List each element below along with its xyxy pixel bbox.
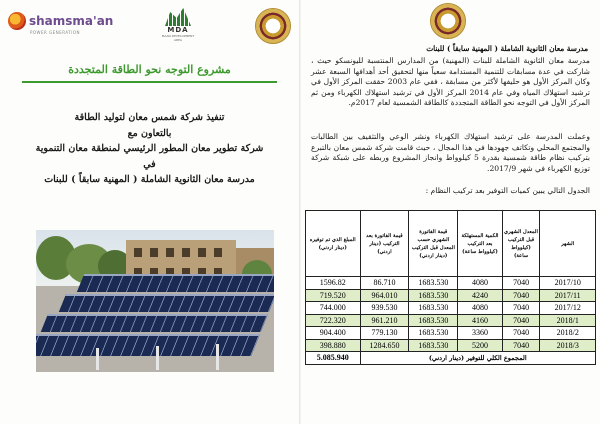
- jordan-emblem-icon: [430, 3, 466, 39]
- cell-bill-after: 939.530: [360, 302, 409, 315]
- header-consumption-after: الكمية المستهلكة بعد التركيب (كيلوواط ساعة): [458, 211, 502, 277]
- project-title: مشروع التوجه نحو الطاقة المتجددة: [68, 63, 231, 76]
- solar-panels-photo: [36, 230, 274, 372]
- cell-avg: 7040: [502, 314, 540, 327]
- header-avg-before: المعدل الشهري قبل التركيب (كيلوواط ساعة): [502, 211, 540, 277]
- jordan-emblem-icon: [255, 8, 291, 44]
- table-row: [306, 339, 596, 352]
- cell-after: 4080: [458, 277, 502, 290]
- cell-saved: 398.880: [306, 339, 361, 352]
- table-header-row: [306, 211, 596, 277]
- mda-logo: [158, 6, 198, 42]
- table-row: [306, 314, 596, 327]
- left-panel: [0, 0, 299, 424]
- cell-bill-after: 964.010: [360, 289, 409, 302]
- intro-line: في: [143, 158, 156, 170]
- intro-block: [10, 110, 289, 188]
- cell-saved: 719.520: [306, 289, 361, 302]
- cell-month: 2017/11: [540, 289, 596, 302]
- cell-month: 2018/2: [540, 327, 596, 340]
- mda-mark-icon: [165, 6, 191, 26]
- cell-avg: 7040: [502, 339, 540, 352]
- cell-bill-after: 1284.650: [360, 339, 409, 352]
- cell-bill-before: 1683.530: [409, 277, 458, 290]
- cell-bill-before: 1683.530: [409, 289, 458, 302]
- shamsmaan-logo: [8, 12, 114, 35]
- paragraph-achievements: مدرسة معان الثانوية الشاملة للبنات (المهنية) من المدارس المنتسبة لليونسكو حيث ، شاركت في عدة مسابقات للتنمية المستدامة سعياً منها لتحقيق أحد أهدافها السبعة عشر وكان المركز الأول هو حليفها لأكثر من مسابقة ، ففي عام 2003 حققت المركز الأول في ترشيد استهلاك المياه وفي عام 2014 المركز الأول في ترشيد استهلاك الكهرباء ومن ثم المركز الأول في التوجه نحو الطاقة المتجددة كالطاقة الشمسية لعام 2017م.: [311, 56, 590, 108]
- cell-month: 2017/10: [540, 277, 596, 290]
- cell-after: 4080: [458, 302, 502, 315]
- cell-bill-before: 1683.530: [409, 327, 458, 340]
- cell-bill-before: 1683.530: [409, 339, 458, 352]
- cell-saved: 744.000: [306, 302, 361, 315]
- header-month: الشهر: [540, 211, 596, 277]
- right-panel: [301, 0, 600, 424]
- header-bill-after: قيمة الفاتورة بعد التركيب (دينار اردني): [360, 211, 409, 277]
- cell-after: 4160: [458, 314, 502, 327]
- cell-after: 5200: [458, 339, 502, 352]
- table-row: [306, 289, 596, 302]
- school-title: مدرسة معان الثانوية الشاملة ( المهنية سابقاً ) للبنات: [426, 44, 588, 53]
- intro-line: شركة تطوير معان المطور الرئيسي لمنطقة معان التنموية: [35, 143, 264, 154]
- intro-line: تنفيذ شركة شمس معان لتوليد الطاقة: [74, 112, 225, 123]
- cell-avg: 7040: [502, 327, 540, 340]
- intro-line: مدرسة معان الثانوية الشاملة ( المهنية سابقاً ) للبنات: [44, 174, 255, 185]
- paragraph-project: وعملت المدرسة على ترشيد استهلاك الكهرباء ونشر الوعي والتثقيف بين الطالبات والمجتمع المحلي وتكاتف جهودها في هذا المجال ، حيث قامت شركة شمس معان بالتبرع بتركيب نظام طاقة شمسية بقدرة 5 كيلوواط وانجاز المشروع وربطه على شبكة شركة توزيع الكهرباء في شهر 2017/9.: [311, 132, 590, 173]
- table-row: [306, 302, 596, 315]
- cell-bill-after: 779.130: [360, 327, 409, 340]
- cell-month: 2018/3: [540, 339, 596, 352]
- cell-avg: 7040: [502, 289, 540, 302]
- cell-avg: 7040: [502, 277, 540, 290]
- intro-line: بالتعاون مع: [127, 127, 172, 139]
- table-row: [306, 327, 596, 340]
- title-divider: [22, 81, 277, 83]
- cell-saved: 904.400: [306, 327, 361, 340]
- cell-month: 2017/12: [540, 302, 596, 315]
- cell-bill-after: 961.210: [360, 314, 409, 327]
- shamsmaan-tagline: POWER GENERATION: [30, 30, 81, 35]
- cell-after: 4240: [458, 289, 502, 302]
- logo-bar: [8, 6, 291, 48]
- savings-table: [305, 210, 596, 365]
- mda-tagline: MAAN DEVELOPMENT AREA: [161, 34, 195, 42]
- cell-saved: 1596.82: [306, 277, 361, 290]
- cell-bill-after: 86.710: [360, 277, 409, 290]
- paragraph-table-intro: الجدول التالي يبين كميات التوفير بعد تركيب النظام :: [425, 186, 590, 195]
- total-label: المجموع الكلي للتوفير (دينار اردني): [360, 352, 596, 365]
- cell-saved: 722.320: [306, 314, 361, 327]
- cell-month: 2018/1: [540, 314, 596, 327]
- cell-bill-before: 1683.530: [409, 314, 458, 327]
- header-bill-before: قيمة الفاتورة الشهري حسب المعدل قبل التركيب (دينار اردني): [409, 211, 458, 277]
- shamsmaan-wordmark: shamsma'an: [29, 14, 114, 28]
- cell-bill-before: 1683.530: [409, 302, 458, 315]
- cell-after: 3360: [458, 327, 502, 340]
- mda-wordmark: MDA: [167, 26, 189, 34]
- total-value: 5.085.940: [306, 352, 361, 365]
- sun-icon: [8, 12, 26, 30]
- header-amount-saved: المبلغ الذي تم توفيره (دينار اردني): [306, 211, 361, 277]
- table-total-row: [306, 352, 596, 365]
- table-row: [306, 277, 596, 290]
- cell-avg: 7040: [502, 302, 540, 315]
